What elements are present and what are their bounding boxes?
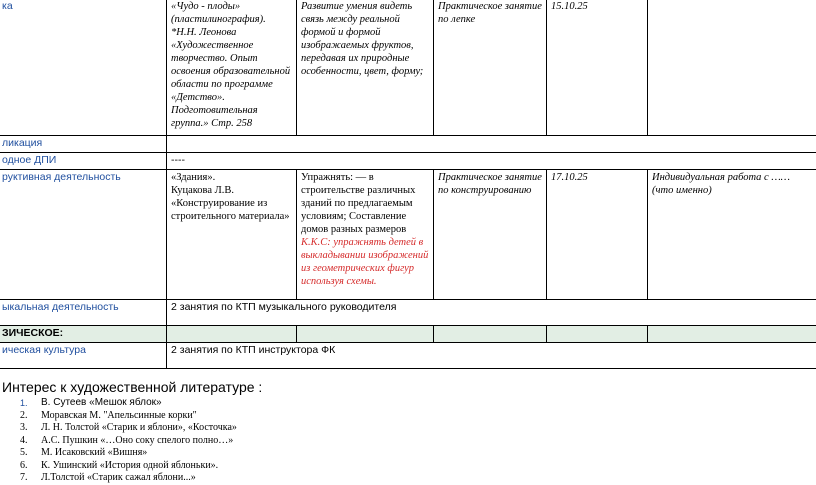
- item-number: 6.: [20, 460, 34, 473]
- value-cell: 2 занятия по КТП инструктора ФК: [167, 343, 816, 369]
- item-text: Л.Толстой «Старик сажал яблони...»: [41, 472, 196, 485]
- item-text: М. Исаковский «Вишня»: [41, 447, 147, 460]
- date-cell: 17.10.25: [547, 170, 648, 300]
- empty-cell: [648, 326, 816, 343]
- table-row: [0, 153, 816, 170]
- table-row: [0, 136, 816, 153]
- literature-list: [0, 397, 816, 485]
- topic-cell: [167, 170, 297, 300]
- item-number: 2.: [20, 410, 34, 423]
- table-row: [0, 0, 816, 136]
- kks-note: К.К.С: упражнять детей в выкладывании изображений из геометрических фигур используя схемы.: [301, 236, 429, 288]
- row-label: одное ДПИ: [0, 153, 167, 170]
- goal-text: Упражнять: — в строительстве различных зданий по предлагаемым условиям; Составление домов разных размеров: [301, 171, 429, 236]
- item-number: 7.: [20, 472, 34, 485]
- literature-section: [0, 379, 816, 485]
- list-item: [0, 422, 816, 435]
- date-cell: 15.10.25: [547, 0, 648, 136]
- item-text: Моравская М. "Апельсинные корки": [41, 410, 197, 423]
- goal-cell: Развитие умения видеть связь между реальной формой и формой изображаемых фруктов, передавая их природные особенности, цвет, форму;: [297, 0, 434, 136]
- literature-title: Интерес к художественной литературе :: [2, 379, 816, 395]
- topic-cell: «Чудо - плоды» (пластилинография). *Н.Н. Леонова «Художественное творчество. Опыт освоения образовательной области по программе «Детство». Подготовительная группа.» Стр. 258: [167, 0, 297, 136]
- row-label: ликация: [0, 136, 167, 153]
- empty-cell: [167, 136, 816, 153]
- item-number: 3.: [20, 422, 34, 435]
- individual-cell: [648, 0, 816, 136]
- item-number: 5.: [20, 447, 34, 460]
- topic-body: Куцакова Л.В. «Конструирование из строительного материала»: [171, 184, 292, 223]
- list-item: [0, 447, 816, 460]
- item-text: В. Сутеев «Мешок яблок»: [41, 397, 162, 410]
- list-item: [0, 435, 816, 448]
- table-row: [0, 170, 816, 300]
- empty-cell: [297, 326, 434, 343]
- table-row: [0, 326, 816, 343]
- empty-cell: [167, 326, 297, 343]
- row-label: руктивная деятельность: [0, 170, 167, 300]
- individual-cell: Индивидуальная работа с …… (что именно): [648, 170, 816, 300]
- topic-title: «Здания».: [171, 171, 292, 184]
- list-item: [0, 410, 816, 423]
- form-cell: Практическое занятие по конструированию: [434, 170, 547, 300]
- section-label: ЗИЧЕСКОЕ:: [0, 326, 167, 343]
- item-number: 1.: [20, 397, 34, 410]
- form-cell: Практическое занятие по лепке: [434, 0, 547, 136]
- table-row: [0, 300, 816, 326]
- table-row: [0, 343, 816, 369]
- item-text: К. Ушинский «История одной яблоньки».: [41, 460, 218, 473]
- list-item: [0, 472, 816, 485]
- row-label: ическая культура: [0, 343, 167, 369]
- item-text: А.С. Пушкин «…Оно соку спелого полно…»: [41, 435, 233, 448]
- row-label: ка: [0, 0, 167, 136]
- list-item: [0, 397, 816, 410]
- list-item: [0, 460, 816, 473]
- empty-cell: [434, 326, 547, 343]
- item-number: 4.: [20, 435, 34, 448]
- value-cell: ----: [167, 153, 816, 170]
- value-cell: 2 занятия по КТП музыкального руководителя: [167, 300, 816, 326]
- row-label: ыкальная деятельность: [0, 300, 167, 326]
- item-text: Л. Н. Толстой «Старик и яблони», «Косточка»: [41, 422, 237, 435]
- empty-cell: [547, 326, 648, 343]
- goal-cell: [297, 170, 434, 300]
